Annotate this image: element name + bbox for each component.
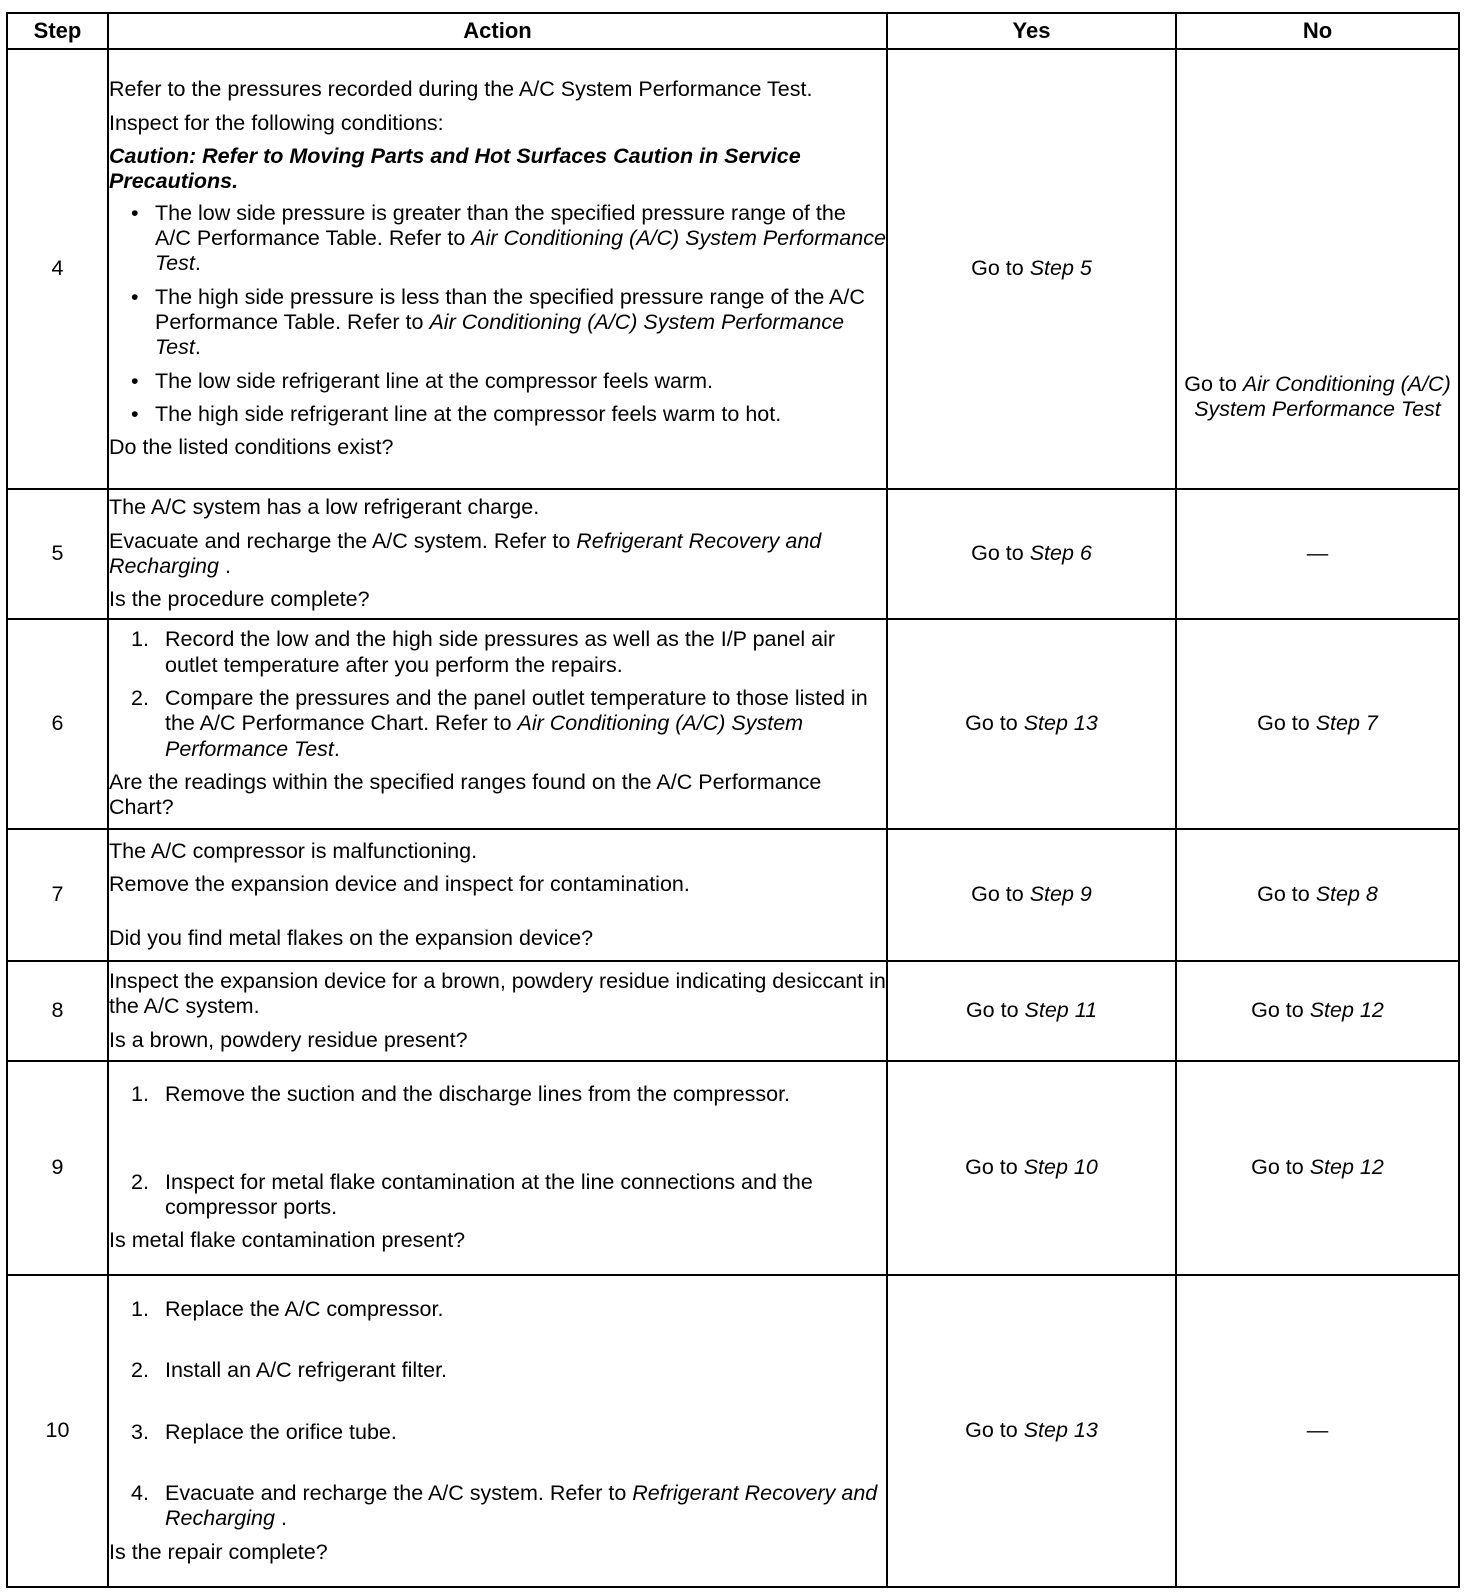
header-action: Action xyxy=(108,13,887,49)
table-row xyxy=(7,619,1459,829)
step-link[interactable]: Step 12 xyxy=(1309,1155,1384,1180)
step-link[interactable]: Step 12 xyxy=(1309,998,1384,1023)
step-link[interactable]: Step 13 xyxy=(1023,1418,1098,1443)
action-text: Inspect the expansion device for a brown, powdery residue indicating desiccant in the A/C system. xyxy=(109,968,886,1019)
list-item: • The high side refrigerant line at the compressor feels warm to hot. xyxy=(109,402,886,427)
action-cell xyxy=(108,961,887,1061)
step-number: 8 xyxy=(7,961,108,1061)
reference-link[interactable]: Refrigerant Recovery and Recharging xyxy=(109,528,822,578)
condition-list xyxy=(109,201,886,428)
list-item: 2. Compare the pressures and the panel outlet temperature to those listed in the A/C Performance Chart. Refer to Air Conditioning (A/C) System Performance Test. xyxy=(131,685,868,761)
question-text: Did you find metal flakes on the expansion device? xyxy=(109,925,594,950)
table-row xyxy=(7,489,1459,619)
dash-text: — xyxy=(1306,1418,1329,1443)
no-cell: Go to Step 12 xyxy=(1176,1061,1459,1275)
step-number: 5 xyxy=(7,489,108,619)
no-cell xyxy=(1176,489,1459,619)
table-row xyxy=(7,961,1459,1061)
header-row xyxy=(7,13,1459,49)
header-yes: Yes xyxy=(887,13,1176,49)
step-link[interactable]: Step 7 xyxy=(1315,711,1378,736)
header-no: No xyxy=(1176,13,1459,49)
step-number: 10 xyxy=(7,1275,108,1587)
yes-cell: Go to Step 9 xyxy=(887,829,1176,961)
reference-link[interactable]: Refrigerant Recovery and Recharging xyxy=(165,1481,878,1531)
list-item: 2. Install an A/C refrigerant filter. xyxy=(131,1358,448,1383)
step-link[interactable]: Step 10 xyxy=(1023,1155,1098,1180)
question-text: Is the repair complete? xyxy=(109,1539,328,1564)
list-item: • The low side refrigerant line at the compressor feels warm. xyxy=(109,369,886,394)
action-cell xyxy=(108,829,887,961)
step-number: 6 xyxy=(7,619,108,829)
list-item: 1. Replace the A/C compressor. xyxy=(131,1296,444,1321)
list-item: 1. Remove the suction and the discharge lines from the compressor. xyxy=(131,1082,791,1107)
step-link[interactable]: Step 5 xyxy=(1029,256,1092,281)
yes-cell: Go to Step 6 xyxy=(887,489,1176,619)
header-step: Step xyxy=(7,13,108,49)
action-cell xyxy=(108,489,887,619)
question-text: Is the procedure complete? xyxy=(109,587,370,612)
action-cell xyxy=(108,1275,887,1587)
action-text: The A/C compressor is malfunctioning. xyxy=(109,838,478,863)
step-link[interactable]: Step 8 xyxy=(1315,882,1378,907)
action-text: Inspect for the following conditions: xyxy=(109,110,444,135)
step-link[interactable]: Step 9 xyxy=(1029,882,1092,907)
diagnostic-table xyxy=(6,12,1460,1588)
question-text: Is metal flake contamination present? xyxy=(109,1228,466,1253)
action-text: Refer to the pressures recorded during the A/C System Performance Test. xyxy=(109,77,813,102)
procedure-list xyxy=(109,627,886,762)
step-link[interactable]: Step 11 xyxy=(1024,998,1098,1023)
action-text: The A/C system has a low refrigerant charge. xyxy=(109,495,540,520)
dash-text: — xyxy=(1306,541,1329,566)
yes-cell: Go to Step 13 xyxy=(887,1275,1176,1587)
step-number: 7 xyxy=(7,829,108,961)
procedure-list xyxy=(109,1082,886,1220)
list-item: 1. Record the low and the high side pressures as well as the I/P panel air outlet temperature after you perform the repairs. xyxy=(131,627,836,677)
no-cell: Go to Step 7 xyxy=(1176,619,1459,829)
table-row xyxy=(7,1061,1459,1275)
list-item: 4. Evacuate and recharge the A/C system. Refer to Refrigerant Recovery and Recharging . xyxy=(131,1481,878,1531)
table-row xyxy=(7,1275,1459,1587)
step-number: 9 xyxy=(7,1061,108,1275)
list-item: • The high side pressure is less than the specified pressure range of the A/C Performance Table. Refer to Air Conditioning (A/C) System Performance Test. xyxy=(109,285,886,361)
question-text: Is a brown, powdery residue present? xyxy=(109,1027,468,1052)
list-item: • The low side pressure is greater than the specified pressure range of the A/C Performance Table. Refer to Air Conditioning (A/C) System Performance Test. xyxy=(109,201,886,277)
action-text: Remove the expansion device and inspect for contamination. xyxy=(109,872,690,897)
step-link[interactable]: Step 13 xyxy=(1023,711,1098,736)
yes-cell: Go to Step 13 xyxy=(887,619,1176,829)
no-cell: Go to Step 8 xyxy=(1176,829,1459,961)
table-row xyxy=(7,49,1459,489)
step-number: 4 xyxy=(7,49,108,489)
action-cell xyxy=(108,1061,887,1275)
no-cell xyxy=(1176,1275,1459,1587)
action-cell xyxy=(108,619,887,829)
list-item: 3. Replace the orifice tube. xyxy=(131,1419,397,1444)
reference-link[interactable]: Air Conditioning (A/C) System Performance Test xyxy=(165,711,804,761)
action-text: Evacuate and recharge the A/C system. Refer to Refrigerant Recovery and Recharging . xyxy=(109,528,822,578)
list-item: 2. Inspect for metal flake contamination at the line connections and the compressor ports. xyxy=(131,1169,813,1219)
reference-link[interactable]: Air Conditioning (A/C) System Performance Test xyxy=(1194,372,1451,422)
action-cell xyxy=(108,49,887,489)
question-text: Are the readings within the specified ranges found on the A/C Performance Chart? xyxy=(109,770,822,820)
procedure-list xyxy=(109,1297,886,1532)
step-link[interactable]: Step 6 xyxy=(1029,541,1092,566)
yes-cell: Go to Step 10 xyxy=(887,1061,1176,1275)
question-text: Do the listed conditions exist? xyxy=(109,435,394,460)
yes-cell: Go to Step 5 xyxy=(887,49,1176,489)
no-cell: Go to Step 12 xyxy=(1176,961,1459,1061)
no-cell: Go to Air Conditioning (A/C) System Performance Test xyxy=(1176,49,1459,489)
reference-link[interactable]: Air Conditioning (A/C) System Performance Test xyxy=(155,225,886,276)
table-row xyxy=(7,829,1459,961)
reference-link[interactable]: Air Conditioning (A/C) System Performance Test xyxy=(155,310,845,360)
yes-cell: Go to Step 11 xyxy=(887,961,1176,1061)
caution-text: Caution: Refer to Moving Parts and Hot Surfaces Caution in Service Precautions. xyxy=(109,143,801,194)
